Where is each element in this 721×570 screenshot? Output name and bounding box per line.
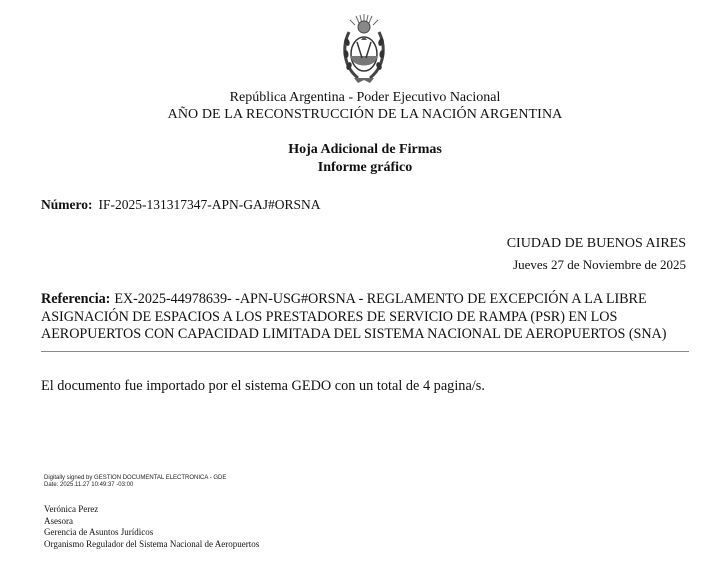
national-coat-of-arms-icon: [340, 12, 388, 88]
document-number-label: Número:: [41, 197, 93, 212]
signer-name: Verónica Perez: [44, 504, 99, 514]
location-city: CIUDAD DE BUENOS AIRES: [506, 236, 686, 251]
signer-organization: Organismo Regulador del Sistema Nacional de Aeropuertos: [44, 538, 260, 549]
reference-label: Referencia:: [41, 291, 111, 307]
digital-signature-date: Date: 2025.11.27 10:49:37 -03:00: [44, 482, 134, 488]
reference: [41, 291, 689, 344]
document-number: [41, 197, 321, 213]
reference-value: EX-2025-44978639- -APN-USG#ORSNA - REGLAMENTO DE EXCEPCIÓN A LA LIBRE ASIGNACIÓN DE ESPACIOS A LOS PRESTADORES DE SERVICIO DE RAMPA (PSR) EN LOS AEROPUERTOS CON CAPACIDAD LIMITADA DEL SISTEMA NACIONAL DE AEROPUERTOS (SNA): [41, 291, 667, 342]
header-line-year-motto: AÑO DE LA RECONSTRUCCIÓN DE LA NACIÓN ARGENTINA: [167, 107, 563, 122]
signer-role: Asesora: [44, 515, 73, 526]
document-date: Jueves 27 de Noviembre de 2025: [513, 257, 686, 272]
document-number-value: IF-2025-131317347-APN-GAJ#ORSNA: [98, 197, 321, 212]
header-line-government: República Argentina - Poder Ejecutivo Nacional: [229, 90, 501, 105]
signer-department: Gerencia de Asuntos Jurídicos: [44, 527, 154, 537]
divider: [41, 351, 689, 352]
document-subtitle: Informe gráfico: [317, 160, 413, 175]
document-title: Hoja Adicional de Firmas: [288, 142, 442, 157]
signer-block: [44, 504, 259, 550]
digital-signature-signer: Digitally signed by GESTION DOCUMENTAL ELECTRONICA - GDE: [44, 475, 227, 481]
digital-signature-stamp: [44, 475, 226, 489]
body-text: El documento fue importado por el sistema GEDO con un total de 4 pagina/s.: [41, 378, 485, 394]
